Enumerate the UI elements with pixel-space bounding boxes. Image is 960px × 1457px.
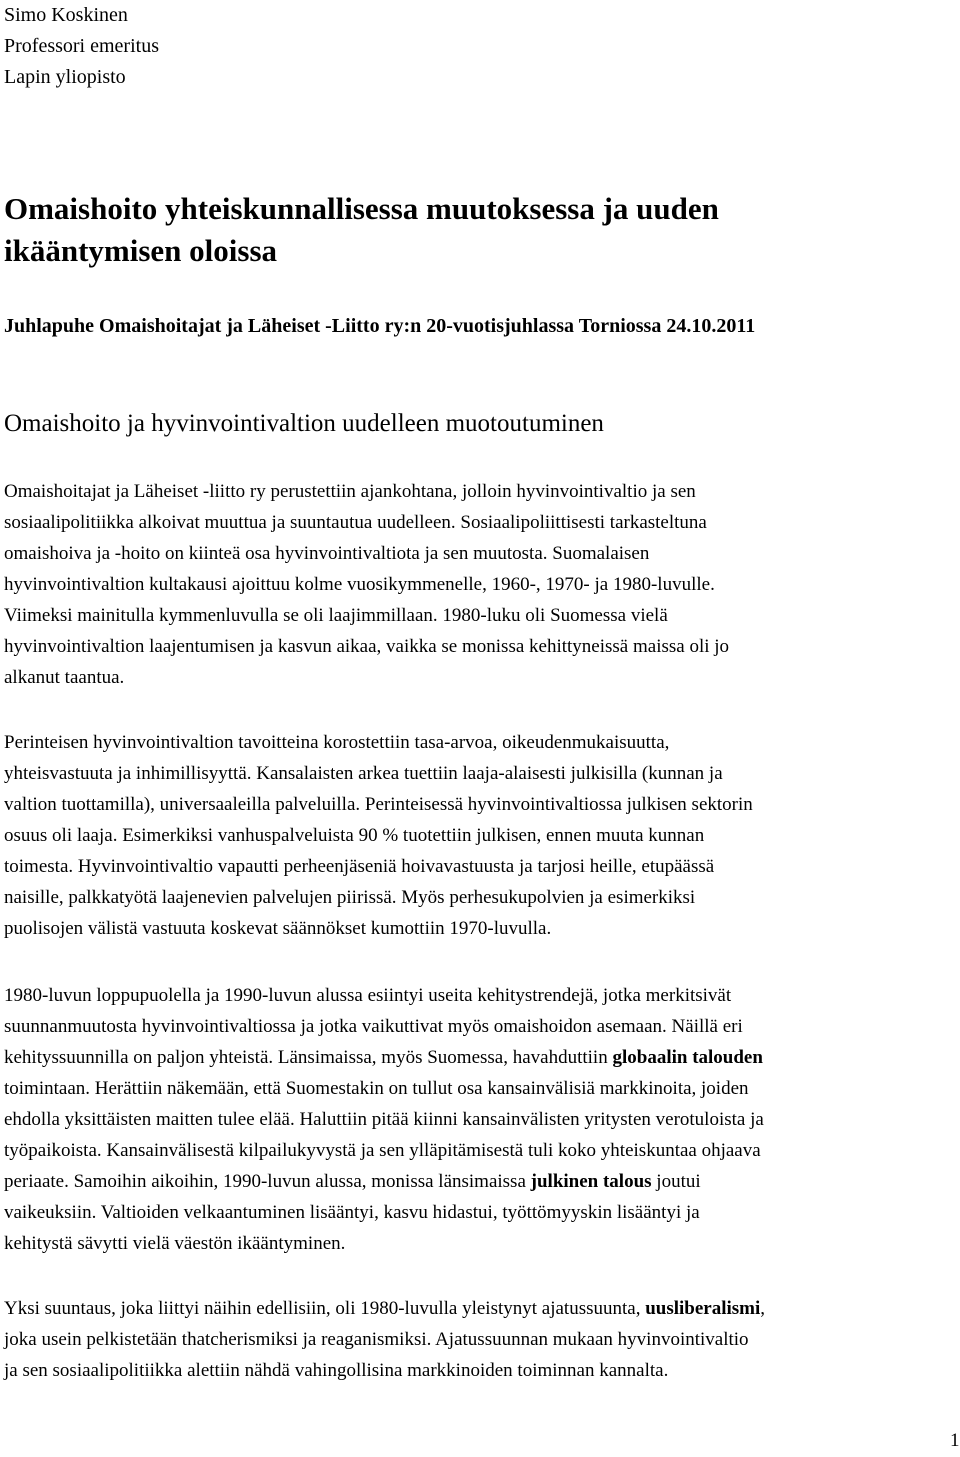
text-line: sosiaalipolitiikka alkoivat muuttua ja suuntautua uudelleen. Sosiaalipoliittisesti tarkasteltuna <box>4 512 707 533</box>
document-title <box>4 188 956 272</box>
text-fragment: , <box>760 1298 766 1319</box>
document-page <box>4 0 956 1381</box>
text-line: yhteisvastuuta ja inhimillisyyttä. Kansalaisten arkea tuettiin laaja-alaisesti julkisilla (kunnan ja <box>4 763 723 784</box>
paragraph-1 <box>4 476 956 693</box>
text-line: kehitystä sävytti vielä väestön ikääntyminen. <box>4 1233 346 1254</box>
text-fragment: joutui <box>651 1171 701 1192</box>
bold-term-julkinen-talous: julkinen talous <box>530 1171 652 1192</box>
text-line: hyvinvointivaltion laajentumisen ja kasvun aikaa, vaikka se monissa kehittyneissä maissa oli jo <box>4 636 730 657</box>
text-line: naisille, palkkatyötä laajenevien palvelujen piirissä. Myös perhesukupolvien ja esimerkiksi <box>4 887 696 908</box>
author-affiliation: Lapin yliopisto <box>4 66 126 88</box>
page-number: 1 <box>950 1430 960 1451</box>
text-line: Yksi suuntaus, joka liittyi näihin edellisiin, oli 1980-luvulla yleistynyt ajatussuunta, <box>4 1298 646 1319</box>
text-line: ja sen sosiaalipolitiikka alettiin nähdä vahingollisina markkinoiden toiminnan kannalta. <box>4 1360 669 1381</box>
text-line: alkanut taantua. <box>4 667 125 688</box>
text-line: joka usein pelkistetään thatcherismiksi ja reaganismiksi. Ajatussuunnan mukaan hyvinvointivaltio <box>4 1329 749 1350</box>
bold-term-globaalin-talouden: globaalin talouden <box>612 1047 763 1068</box>
paragraph-2 <box>4 727 956 944</box>
text-line: osuus oli laaja. Esimerkiksi vanhuspalveluista 90 % tuotettiin julkisen, ennen muuta kunnan <box>4 825 705 846</box>
text-line: kehityssuunnilla on paljon yhteistä. Länsimaissa, myös Suomessa, havahduttiin <box>4 1047 613 1068</box>
paragraph-3 <box>4 980 956 1259</box>
text-line: 1980-luvun loppupuolella ja 1990-luvun alussa esiintyi useita kehitystrendejä, jotka merkitsivät <box>4 985 732 1006</box>
author-name: Simo Koskinen <box>4 4 128 26</box>
text-line: Viimeksi mainitulla kymmenluvulla se oli laajimmillaan. 1980-luku oli Suomessa vielä <box>4 605 668 626</box>
text-line: ehdolla yksittäisten maitten tulee elää. Haluttiin pitää kiinni kansainvälisten yritysten verotuloista ja <box>4 1109 764 1130</box>
text-line: puolisojen välistä vastuuta koskevat säännökset kumottiin 1970-luvulla. <box>4 918 552 939</box>
author-title: Professori emeritus <box>4 35 159 57</box>
text-line: vaikeuksiin. Valtioiden velkaantuminen lisääntyi, kasvu hidastui, työttömyyskin lisääntyi ja <box>4 1202 700 1223</box>
text-line: Omaishoitajat ja Läheiset -liitto ry perustettiin ajankohtana, jolloin hyvinvointivaltio ja sen <box>4 481 696 502</box>
author-block <box>4 0 956 93</box>
paragraph-4 <box>4 1293 956 1386</box>
section-heading: Omaishoito ja hyvinvointivaltion uudelleen muotoutuminen <box>4 410 604 437</box>
text-line: suunnanmuutosta hyvinvointivaltiossa ja jotka vaikuttivat myös omaishoidon asemaan. Näillä eri <box>4 1016 743 1037</box>
document-title-line-2: ikääntymisen oloissa <box>4 233 278 268</box>
text-line: toimintaan. Herättiin näkemään, että Suomestakin on tullut osa kansainvälisiä markkinoita, joiden <box>4 1078 749 1099</box>
text-line: omaishoiva ja -hoito on kiinteä osa hyvinvointivaltiota ja sen muutosta. Suomalaisen <box>4 543 650 564</box>
document-title-line-1: Omaishoito yhteiskunnallisessa muutoksessa ja uuden <box>4 191 719 226</box>
text-line: työpaikoista. Kansainvälisestä kilpailukyvystä ja sen ylläpitämisestä tuli koko yhteiskuntaa ohjaava <box>4 1140 761 1161</box>
bold-term-uusliberalismi: uusliberalismi <box>645 1298 761 1319</box>
text-line: Perinteisen hyvinvointivaltion tavoitteina korostettiin tasa-arvoa, oikeudenmukaisuutta, <box>4 732 670 753</box>
text-line: hyvinvointivaltion kultakausi ajoittuu kolme vuosikymmenelle, 1960-, 1970- ja 1980-luvulle. <box>4 574 715 595</box>
text-line: valtion tuottamilla), universaaleilla palveluilla. Perinteisessä hyvinvointivaltiossa julkisen sektorin <box>4 794 753 815</box>
text-line: periaate. Samoihin aikoihin, 1990-luvun alussa, monissa länsimaissa <box>4 1171 531 1192</box>
text-line: toimesta. Hyvinvointivaltio vapautti perheenjäseniä hoivavastuusta ja tarjosi heille, etupäässä <box>4 856 715 877</box>
document-subtitle: Juhlapuhe Omaishoitajat ja Läheiset -Liitto ry:n 20-vuotisjuhlassa Torniossa 24.10.2011 <box>4 315 756 337</box>
